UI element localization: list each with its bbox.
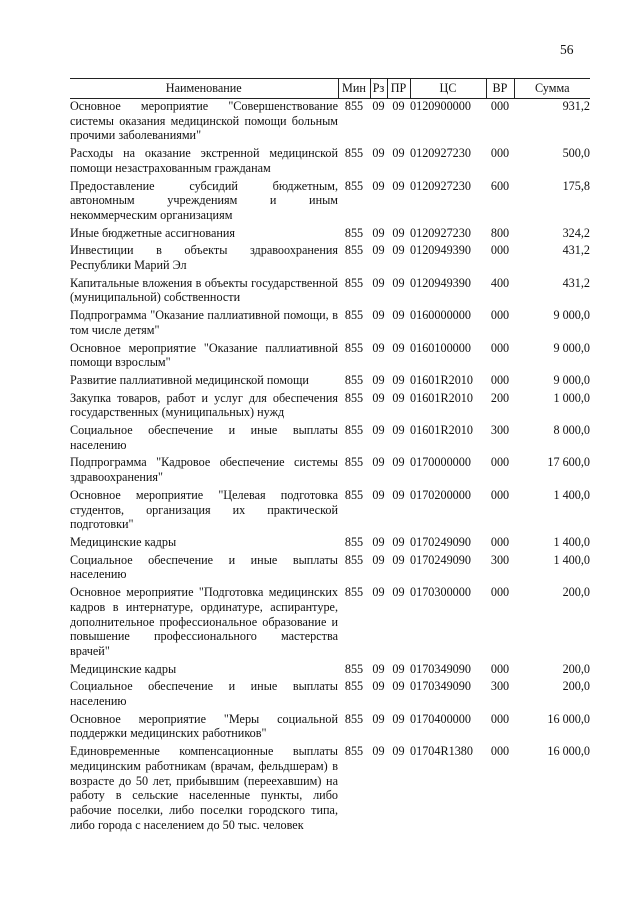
- row-cs-cell: 0120949390: [410, 243, 471, 258]
- row-rz-cell: 09: [372, 99, 385, 113]
- row-name-cell: Основное мероприятие "Меры социальной поддержки медицинских работников": [70, 711, 338, 741]
- table-body: [70, 99, 590, 833]
- row-sum-cell: 175,8: [562, 178, 590, 193]
- row-vr-cell: 200: [490, 390, 510, 405]
- row-sum-cell: 1 400,0: [553, 534, 590, 549]
- row-vr-cell: 300: [490, 552, 510, 567]
- row-pr-cell: 09: [392, 534, 405, 549]
- table-row: [70, 741, 590, 832]
- row-min-cell: 855: [344, 744, 364, 759]
- row-pr-cell: 09: [392, 390, 405, 405]
- row-name-cell: Социальное обеспечение и иные выплаты населению: [70, 423, 338, 452]
- row-pr-cell: 09: [392, 423, 405, 438]
- row-name-cell: Единовременные компенсационные выплаты медицинским работникам (врачам, фельдшерам) в возрасте до 50 лет, прибывшим (переехавшим) на работу в сельские населенные пункты, либо рабочие поселки, либо поселки городского типа, либо города с населением до 50 тыс. человек: [70, 744, 338, 832]
- row-cs-cell: 0170200000: [410, 487, 471, 502]
- row-pr-cell: 09: [392, 99, 405, 113]
- row-rz-cell: 09: [372, 340, 385, 355]
- table-row: [70, 676, 590, 708]
- row-sum-cell: 931,2: [562, 99, 590, 113]
- row-name-cell: Инвестиции в объекты здравоохранения Республики Марий Эл: [70, 243, 338, 273]
- row-vr-cell: 000: [490, 534, 510, 549]
- row-rz-cell: 09: [372, 552, 385, 567]
- header-sum: Сумма: [514, 79, 590, 99]
- row-min-cell: 855: [344, 552, 364, 567]
- row-vr-cell: 000: [490, 146, 510, 161]
- row-pr-cell: 09: [392, 661, 405, 676]
- row-pr-cell: 09: [392, 711, 405, 726]
- table-row: [70, 452, 590, 484]
- row-min-cell: 855: [344, 372, 364, 387]
- row-min-cell: 855: [344, 487, 364, 502]
- row-cs-cell: 0120900000: [410, 99, 471, 113]
- row-sum-cell: 1 400,0: [553, 552, 590, 567]
- row-pr-cell: 09: [392, 243, 405, 258]
- row-cs-cell: 0170349090: [410, 679, 471, 694]
- table-row: [70, 99, 590, 144]
- row-pr-cell: 09: [392, 225, 405, 240]
- row-name-cell: Подпрограмма "Оказание паллиативной помощи, в том числе детям": [70, 308, 338, 337]
- row-min-cell: 855: [344, 146, 364, 161]
- row-sum-cell: 431,2: [562, 243, 590, 258]
- row-sum-cell: 1 400,0: [553, 487, 590, 502]
- row-name-cell: Медицинские кадры: [70, 534, 177, 549]
- row-name-cell: Развитие паллиативной медицинской помощи: [70, 372, 309, 387]
- row-rz-cell: 09: [372, 585, 385, 600]
- row-sum-cell: 500,0: [562, 146, 590, 161]
- row-vr-cell: 300: [490, 679, 510, 694]
- row-min-cell: 855: [344, 178, 364, 193]
- row-name-cell: Основное мероприятие "Подготовка медицинских кадров в интернатуре, ординатуре, аспирантуре, дополнительное профессиональное образование и повышение профессионального мастерства врачей": [70, 585, 338, 658]
- row-min-cell: 855: [344, 455, 364, 470]
- table-row: [70, 550, 590, 582]
- row-rz-cell: 09: [372, 275, 385, 290]
- row-rz-cell: 09: [372, 534, 385, 549]
- row-name-cell: Социальное обеспечение и иные выплаты населению: [70, 552, 338, 582]
- row-cs-cell: 01601R2010: [410, 423, 473, 438]
- row-name-cell: Расходы на оказание экстренной медицинской помощи незастрахованным гражданам: [70, 146, 338, 175]
- row-rz-cell: 09: [372, 711, 385, 726]
- row-vr-cell: 000: [490, 372, 510, 387]
- row-name-cell: Иные бюджетные ассигнования: [70, 225, 236, 240]
- row-name-cell: Капитальные вложения в объекты государственной (муниципальной) собственности: [70, 275, 338, 305]
- row-rz-cell: 09: [372, 423, 385, 438]
- table-row: [70, 176, 590, 223]
- row-sum-cell: 200,0: [562, 679, 590, 694]
- row-vr-cell: 400: [490, 275, 510, 290]
- row-pr-cell: 09: [392, 679, 405, 694]
- row-vr-cell: 000: [490, 487, 510, 502]
- row-sum-cell: 17 600,0: [547, 455, 590, 470]
- row-vr-cell: 600: [490, 178, 510, 193]
- header-pr: ПР: [387, 79, 410, 99]
- table-row: [70, 532, 590, 550]
- row-vr-cell: 000: [490, 585, 510, 600]
- table-row: [70, 240, 590, 272]
- row-vr-cell: 300: [490, 423, 510, 438]
- row-min-cell: 855: [344, 308, 364, 323]
- row-vr-cell: 000: [490, 455, 510, 470]
- row-name-cell: Медицинские кадры: [70, 661, 177, 676]
- row-min-cell: 855: [344, 423, 364, 438]
- header-vr: ВР: [486, 79, 514, 99]
- row-sum-cell: 200,0: [562, 661, 590, 676]
- row-sum-cell: 8 000,0: [553, 423, 590, 438]
- row-rz-cell: 09: [372, 372, 385, 387]
- row-rz-cell: 09: [372, 679, 385, 694]
- row-cs-cell: 0170249090: [410, 534, 471, 549]
- row-sum-cell: 431,2: [562, 275, 590, 290]
- row-cs-cell: 0120949390: [410, 275, 471, 290]
- row-name-cell: Социальное обеспечение и иные выплаты населению: [70, 679, 338, 709]
- row-rz-cell: 09: [372, 308, 385, 323]
- table-row: [70, 485, 590, 532]
- row-pr-cell: 09: [392, 275, 405, 290]
- table-row: [70, 659, 590, 677]
- header-rz: Рз: [370, 79, 387, 99]
- row-rz-cell: 09: [372, 390, 385, 405]
- row-vr-cell: 000: [490, 243, 510, 258]
- row-min-cell: 855: [344, 679, 364, 694]
- row-sum-cell: 16 000,0: [547, 711, 590, 726]
- row-name-cell: Предоставление субсидий бюджетным, автономным учреждениям и иным некоммерческим организациям: [70, 178, 338, 222]
- row-sum-cell: 9 000,0: [553, 308, 590, 323]
- row-cs-cell: 01601R2010: [410, 372, 473, 387]
- row-pr-cell: 09: [392, 340, 405, 355]
- row-vr-cell: 000: [490, 340, 510, 355]
- budget-table: [70, 78, 590, 832]
- table-row: [70, 305, 590, 337]
- row-vr-cell: 000: [490, 744, 510, 759]
- row-rz-cell: 09: [372, 146, 385, 161]
- table-row: [70, 420, 590, 452]
- row-sum-cell: 9 000,0: [553, 340, 590, 355]
- row-pr-cell: 09: [392, 372, 405, 387]
- table-row: [70, 223, 590, 241]
- page-number: 56: [560, 42, 574, 57]
- header-cs: ЦС: [410, 79, 486, 99]
- row-rz-cell: 09: [372, 487, 385, 502]
- row-cs-cell: 01601R2010: [410, 390, 473, 405]
- row-cs-cell: 01704R1380: [410, 744, 473, 759]
- row-cs-cell: 0170400000: [410, 711, 471, 726]
- row-rz-cell: 09: [372, 744, 385, 759]
- row-cs-cell: 0160100000: [410, 340, 471, 355]
- row-min-cell: 855: [344, 711, 364, 726]
- table-row: [70, 582, 590, 659]
- row-cs-cell: 0170249090: [410, 552, 471, 567]
- row-sum-cell: 1 000,0: [553, 390, 590, 405]
- row-vr-cell: 800: [490, 225, 510, 240]
- row-name-cell: Основное мероприятие "Оказание паллиативной помощи взрослым": [70, 340, 338, 370]
- row-min-cell: 855: [344, 661, 364, 676]
- row-cs-cell: 0170349090: [410, 661, 471, 676]
- row-vr-cell: 000: [490, 99, 510, 113]
- row-min-cell: 855: [344, 275, 364, 290]
- row-cs-cell: 0120927230: [410, 146, 471, 161]
- row-vr-cell: 000: [490, 308, 510, 323]
- row-pr-cell: 09: [392, 744, 405, 759]
- row-min-cell: 855: [344, 585, 364, 600]
- table-header-row: [70, 79, 590, 99]
- row-rz-cell: 09: [372, 243, 385, 258]
- row-rz-cell: 09: [372, 225, 385, 240]
- header-name: Наименование: [70, 79, 338, 99]
- row-pr-cell: 09: [392, 178, 405, 193]
- row-name-cell: Основное мероприятие "Совершенствование системы оказания медицинской помощи больным прочими заболеваниями": [70, 99, 338, 143]
- row-name-cell: Подпрограмма "Кадровое обеспечение системы здравоохранения": [70, 455, 338, 485]
- row-pr-cell: 09: [392, 552, 405, 567]
- row-sum-cell: 324,2: [562, 225, 590, 240]
- row-vr-cell: 000: [490, 711, 510, 726]
- row-pr-cell: 09: [392, 146, 405, 161]
- row-rz-cell: 09: [372, 178, 385, 193]
- row-sum-cell: 16 000,0: [547, 744, 590, 759]
- row-min-cell: 855: [344, 340, 364, 355]
- table-row: [70, 338, 590, 370]
- header-min: Мин: [338, 79, 370, 99]
- row-rz-cell: 09: [372, 661, 385, 676]
- row-min-cell: 855: [344, 225, 364, 240]
- row-sum-cell: 9 000,0: [553, 372, 590, 387]
- table-row: [70, 273, 590, 305]
- row-min-cell: 855: [344, 534, 364, 549]
- row-name-cell: Закупка товаров, работ и услуг для обеспечения государственных (муниципальных) нужд: [70, 390, 338, 420]
- row-min-cell: 855: [344, 243, 364, 258]
- row-rz-cell: 09: [372, 455, 385, 470]
- row-min-cell: 855: [344, 99, 364, 113]
- table-row: [70, 143, 590, 175]
- table-row: [70, 709, 590, 741]
- row-cs-cell: 0120927230: [410, 178, 471, 193]
- row-cs-cell: 0160000000: [410, 308, 471, 323]
- table-row: [70, 388, 590, 420]
- row-name-cell: Основное мероприятие "Целевая подготовка студентов, организация их практической подготовки": [70, 487, 338, 532]
- row-sum-cell: 200,0: [562, 585, 590, 600]
- row-pr-cell: 09: [392, 308, 405, 323]
- row-vr-cell: 000: [490, 661, 510, 676]
- table-row: [70, 370, 590, 388]
- row-pr-cell: 09: [392, 487, 405, 502]
- row-pr-cell: 09: [392, 455, 405, 470]
- row-cs-cell: 0170000000: [410, 455, 471, 470]
- row-pr-cell: 09: [392, 585, 405, 600]
- row-cs-cell: 0170300000: [410, 585, 471, 600]
- row-min-cell: 855: [344, 390, 364, 405]
- row-cs-cell: 0120927230: [410, 225, 471, 240]
